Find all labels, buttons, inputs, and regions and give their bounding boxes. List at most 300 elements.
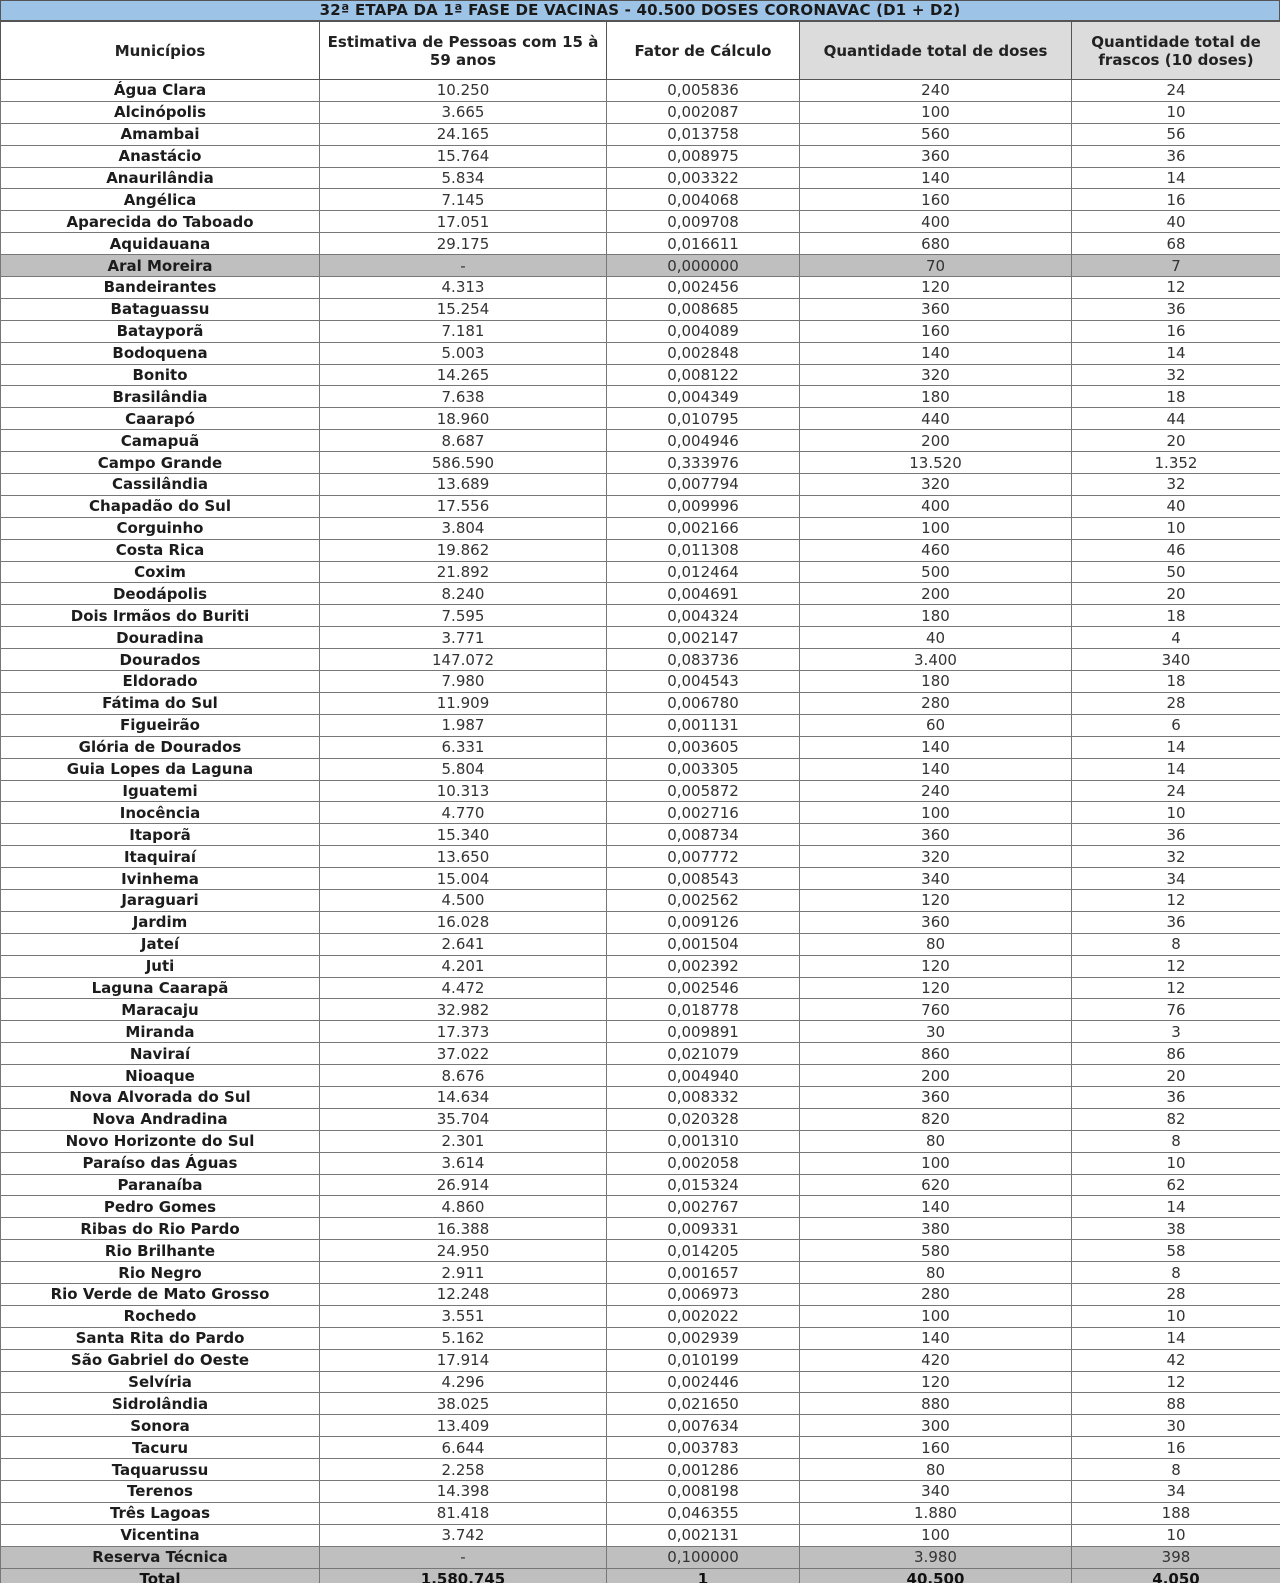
cell-estimativa: 12.248 (320, 1283, 607, 1305)
cell-fator: 0,004324 (607, 605, 800, 627)
cell-estimativa: 4.860 (320, 1196, 607, 1218)
cell-estimativa: 17.373 (320, 1021, 607, 1043)
cell-doses: 420 (800, 1349, 1072, 1371)
cell-estimativa: 3.551 (320, 1305, 607, 1327)
cell-estimativa: 13.409 (320, 1415, 607, 1437)
cell-doses: 1.880 (800, 1502, 1072, 1524)
cell-fator: 0,001286 (607, 1459, 800, 1481)
cell-doses: 300 (800, 1415, 1072, 1437)
cell-doses: 200 (800, 430, 1072, 452)
cell-frascos: 18 (1072, 386, 1280, 408)
cell-doses: 340 (800, 1481, 1072, 1503)
cell-municipio: Deodápolis (1, 583, 320, 605)
cell-fator: 0,008685 (607, 298, 800, 320)
cell-estimativa: 7.595 (320, 605, 607, 627)
table-row (1, 758, 1280, 780)
total-cell-fator: 1 (607, 1568, 800, 1583)
cell-municipio: Campo Grande (1, 452, 320, 474)
cell-frascos: 36 (1072, 298, 1280, 320)
cell-estimativa: 586.590 (320, 452, 607, 474)
table-row (1, 1174, 1280, 1196)
header-frascos: Quantidade total de frascos (10 doses) (1072, 22, 1280, 80)
cell-estimativa: 1.987 (320, 714, 607, 736)
cell-frascos: 62 (1072, 1174, 1280, 1196)
cell-municipio: Amambai (1, 123, 320, 145)
cell-doses: 360 (800, 824, 1072, 846)
table-row (1, 824, 1280, 846)
cell-doses: 880 (800, 1393, 1072, 1415)
cell-fator: 0,013758 (607, 123, 800, 145)
table-row (1, 911, 1280, 933)
cell-municipio: Rio Negro (1, 1262, 320, 1284)
cell-fator: 0,002562 (607, 889, 800, 911)
cell-estimativa: 8.240 (320, 583, 607, 605)
cell-frascos: 18 (1072, 605, 1280, 627)
cell-frascos: 34 (1072, 868, 1280, 890)
table-row (1, 233, 1280, 255)
cell-fator: 0,004349 (607, 386, 800, 408)
cell-doses: 760 (800, 999, 1072, 1021)
cell-municipio: Ivinhema (1, 868, 320, 890)
cell-frascos: 16 (1072, 189, 1280, 211)
table-row (1, 1481, 1280, 1503)
cell-fator: 0,002546 (607, 977, 800, 999)
cell-doses: 360 (800, 911, 1072, 933)
cell-municipio: Brasilândia (1, 386, 320, 408)
cell-fator: 0,333976 (607, 452, 800, 474)
cell-estimativa: 21.892 (320, 561, 607, 583)
cell-doses: 30 (800, 1021, 1072, 1043)
cell-frascos: 20 (1072, 583, 1280, 605)
cell-frascos: 12 (1072, 977, 1280, 999)
cell-doses: 80 (800, 1130, 1072, 1152)
cell-doses: 120 (800, 277, 1072, 299)
cell-estimativa: 2.301 (320, 1130, 607, 1152)
cell-frascos: 14 (1072, 167, 1280, 189)
cell-doses: 140 (800, 1327, 1072, 1349)
cell-doses: 360 (800, 1086, 1072, 1108)
table-row (1, 1437, 1280, 1459)
table-row (1, 517, 1280, 539)
cell-fator: 0,002939 (607, 1327, 800, 1349)
table-row (1, 1459, 1280, 1481)
cell-municipio: Itaquiraí (1, 846, 320, 868)
cell-doses: 140 (800, 1196, 1072, 1218)
table-row (1, 101, 1280, 123)
cell-municipio: Dois Irmãos do Buriti (1, 605, 320, 627)
cell-doses: 120 (800, 889, 1072, 911)
cell-fator: 0,002446 (607, 1371, 800, 1393)
cell-municipio: Bataguassu (1, 298, 320, 320)
cell-doses: 3.980 (800, 1546, 1072, 1568)
cell-doses: 120 (800, 1371, 1072, 1393)
cell-estimativa: 7.145 (320, 189, 607, 211)
cell-estimativa: 24.165 (320, 123, 607, 145)
cell-estimativa: 3.614 (320, 1152, 607, 1174)
cell-fator: 0,001310 (607, 1130, 800, 1152)
cell-frascos: 40 (1072, 495, 1280, 517)
cell-frascos: 6 (1072, 714, 1280, 736)
total-cell-frascos: 4.050 (1072, 1568, 1280, 1583)
cell-frascos: 7 (1072, 255, 1280, 277)
cell-frascos: 88 (1072, 1393, 1280, 1415)
cell-frascos: 42 (1072, 1349, 1280, 1371)
cell-municipio: Figueirão (1, 714, 320, 736)
cell-doses: 80 (800, 1262, 1072, 1284)
cell-municipio: Vicentina (1, 1524, 320, 1546)
cell-doses: 580 (800, 1240, 1072, 1262)
cell-fator: 0,083736 (607, 649, 800, 671)
cell-frascos: 20 (1072, 430, 1280, 452)
cell-municipio: Terenos (1, 1481, 320, 1503)
cell-fator: 0,002022 (607, 1305, 800, 1327)
cell-fator: 0,002456 (607, 277, 800, 299)
cell-doses: 100 (800, 802, 1072, 824)
cell-frascos: 398 (1072, 1546, 1280, 1568)
cell-frascos: 10 (1072, 1305, 1280, 1327)
table-row (1, 430, 1280, 452)
cell-doses: 100 (800, 517, 1072, 539)
cell-municipio: Maracaju (1, 999, 320, 1021)
cell-fator: 0,009891 (607, 1021, 800, 1043)
table-row (1, 298, 1280, 320)
cell-fator: 0,009708 (607, 211, 800, 233)
cell-estimativa: 5.162 (320, 1327, 607, 1349)
table-row (1, 495, 1280, 517)
cell-frascos: 14 (1072, 1196, 1280, 1218)
table-row (1, 561, 1280, 583)
cell-frascos: 68 (1072, 233, 1280, 255)
table-row (1, 1524, 1280, 1546)
table-row (1, 123, 1280, 145)
cell-estimativa: 15.254 (320, 298, 607, 320)
cell-frascos: 10 (1072, 1524, 1280, 1546)
table-row (1, 255, 1280, 277)
cell-municipio: Bandeirantes (1, 277, 320, 299)
cell-municipio: Eldorado (1, 671, 320, 693)
cell-fator: 0,100000 (607, 1546, 800, 1568)
cell-estimativa: 13.650 (320, 846, 607, 868)
cell-fator: 0,002767 (607, 1196, 800, 1218)
header-municipios: Municípios (1, 22, 320, 80)
table-row (1, 1305, 1280, 1327)
cell-frascos: 38 (1072, 1218, 1280, 1240)
cell-fator: 0,005872 (607, 780, 800, 802)
cell-estimativa: 17.051 (320, 211, 607, 233)
table-row (1, 1349, 1280, 1371)
cell-frascos: 16 (1072, 320, 1280, 342)
cell-fator: 0,008122 (607, 364, 800, 386)
cell-doses: 100 (800, 1524, 1072, 1546)
cell-municipio: Paraíso das Águas (1, 1152, 320, 1174)
cell-estimativa: 11.909 (320, 692, 607, 714)
cell-estimativa: 3.804 (320, 517, 607, 539)
cell-doses: 500 (800, 561, 1072, 583)
cell-doses: 860 (800, 1043, 1072, 1065)
cell-estimativa: 24.950 (320, 1240, 607, 1262)
cell-doses: 180 (800, 605, 1072, 627)
cell-doses: 680 (800, 233, 1072, 255)
cell-fator: 0,001657 (607, 1262, 800, 1284)
cell-fator: 0,009996 (607, 495, 800, 517)
table-row (1, 671, 1280, 693)
cell-frascos: 16 (1072, 1437, 1280, 1459)
cell-municipio: Aquidauana (1, 233, 320, 255)
cell-doses: 820 (800, 1108, 1072, 1130)
table-row (1, 955, 1280, 977)
cell-frascos: 12 (1072, 889, 1280, 911)
total-cell-estimativa: 1.580.745 (320, 1568, 607, 1583)
cell-doses: 3.400 (800, 649, 1072, 671)
table-row (1, 1043, 1280, 1065)
cell-doses: 320 (800, 364, 1072, 386)
table-row (1, 1240, 1280, 1262)
cell-frascos: 36 (1072, 824, 1280, 846)
cell-fator: 0,021079 (607, 1043, 800, 1065)
header-estimativa: Estimativa de Pessoas com 15 à 59 anos (320, 22, 607, 80)
cell-frascos: 24 (1072, 80, 1280, 102)
cell-doses: 320 (800, 474, 1072, 496)
table-row (1, 1021, 1280, 1043)
cell-estimativa: - (320, 255, 607, 277)
cell-municipio: Fátima do Sul (1, 692, 320, 714)
table-row (1, 342, 1280, 364)
cell-frascos: 340 (1072, 649, 1280, 671)
cell-fator: 0,004089 (607, 320, 800, 342)
cell-doses: 280 (800, 692, 1072, 714)
cell-doses: 13.520 (800, 452, 1072, 474)
cell-estimativa: 15.764 (320, 145, 607, 167)
cell-frascos: 14 (1072, 1327, 1280, 1349)
cell-doses: 280 (800, 1283, 1072, 1305)
cell-estimativa: 7.638 (320, 386, 607, 408)
cell-municipio: Corguinho (1, 517, 320, 539)
cell-municipio: Tacuru (1, 1437, 320, 1459)
cell-estimativa: 5.804 (320, 758, 607, 780)
cell-frascos: 12 (1072, 277, 1280, 299)
cell-estimativa: 6.331 (320, 736, 607, 758)
cell-frascos: 28 (1072, 1283, 1280, 1305)
cell-fator: 0,011308 (607, 539, 800, 561)
cell-frascos: 14 (1072, 736, 1280, 758)
cell-doses: 320 (800, 846, 1072, 868)
cell-municipio: Anastácio (1, 145, 320, 167)
cell-fator: 0,010199 (607, 1349, 800, 1371)
cell-doses: 60 (800, 714, 1072, 736)
cell-fator: 0,002848 (607, 342, 800, 364)
table-row (1, 933, 1280, 955)
table-row (1, 189, 1280, 211)
cell-doses: 440 (800, 408, 1072, 430)
cell-municipio: Jateí (1, 933, 320, 955)
cell-fator: 0,010795 (607, 408, 800, 430)
cell-estimativa: 81.418 (320, 1502, 607, 1524)
cell-fator: 0,004068 (607, 189, 800, 211)
cell-estimativa: 4.472 (320, 977, 607, 999)
cell-fator: 0,000000 (607, 255, 800, 277)
cell-municipio: Ribas do Rio Pardo (1, 1218, 320, 1240)
header-fator: Fator de Cálculo (607, 22, 800, 80)
cell-frascos: 32 (1072, 474, 1280, 496)
cell-fator: 0,009126 (607, 911, 800, 933)
table-row (1, 1196, 1280, 1218)
table-row (1, 649, 1280, 671)
cell-estimativa: 4.296 (320, 1371, 607, 1393)
cell-frascos: 56 (1072, 123, 1280, 145)
table-row (1, 1152, 1280, 1174)
cell-municipio: Coxim (1, 561, 320, 583)
cell-frascos: 36 (1072, 1086, 1280, 1108)
cell-municipio: Sidrolândia (1, 1393, 320, 1415)
cell-fator: 0,004940 (607, 1065, 800, 1087)
cell-doses: 360 (800, 298, 1072, 320)
cell-doses: 80 (800, 933, 1072, 955)
table-row (1, 999, 1280, 1021)
cell-doses: 200 (800, 583, 1072, 605)
cell-fator: 0,002392 (607, 955, 800, 977)
cell-fator: 0,002058 (607, 1152, 800, 1174)
cell-fator: 0,003783 (607, 1437, 800, 1459)
cell-estimativa: 17.914 (320, 1349, 607, 1371)
table-row (1, 583, 1280, 605)
cell-estimativa: 147.072 (320, 649, 607, 671)
cell-frascos: 44 (1072, 408, 1280, 430)
cell-fator: 0,012464 (607, 561, 800, 583)
cell-frascos: 8 (1072, 1262, 1280, 1284)
table-row (1, 692, 1280, 714)
table-row (1, 846, 1280, 868)
table-row (1, 1546, 1280, 1568)
table-row (1, 889, 1280, 911)
cell-municipio: Bodoquena (1, 342, 320, 364)
table-row (1, 1327, 1280, 1349)
table-row (1, 1415, 1280, 1437)
cell-municipio: Caarapó (1, 408, 320, 430)
cell-frascos: 10 (1072, 101, 1280, 123)
cell-doses: 180 (800, 671, 1072, 693)
cell-fator: 0,006973 (607, 1283, 800, 1305)
cell-municipio: Inocência (1, 802, 320, 824)
table-row (1, 1086, 1280, 1108)
cell-frascos: 10 (1072, 1152, 1280, 1174)
table-row (1, 1371, 1280, 1393)
cell-municipio: Cassilândia (1, 474, 320, 496)
cell-doses: 240 (800, 780, 1072, 802)
cell-doses: 120 (800, 955, 1072, 977)
cell-municipio: Santa Rita do Pardo (1, 1327, 320, 1349)
table-row (1, 1065, 1280, 1087)
total-cell-doses: 40.500 (800, 1568, 1072, 1583)
table-row (1, 977, 1280, 999)
cell-estimativa: 10.250 (320, 80, 607, 102)
cell-doses: 40 (800, 627, 1072, 649)
cell-estimativa: 18.960 (320, 408, 607, 430)
cell-frascos: 10 (1072, 802, 1280, 824)
table-row (1, 1393, 1280, 1415)
cell-doses: 560 (800, 123, 1072, 145)
cell-municipio: Costa Rica (1, 539, 320, 561)
cell-frascos: 46 (1072, 539, 1280, 561)
cell-municipio: Sonora (1, 1415, 320, 1437)
cell-fator: 0,001131 (607, 714, 800, 736)
cell-municipio: Pedro Gomes (1, 1196, 320, 1218)
cell-frascos: 4 (1072, 627, 1280, 649)
cell-municipio: Glória de Dourados (1, 736, 320, 758)
cell-frascos: 18 (1072, 671, 1280, 693)
cell-frascos: 86 (1072, 1043, 1280, 1065)
cell-estimativa: 26.914 (320, 1174, 607, 1196)
header-row (1, 22, 1280, 80)
total-cell-municipio: Total (1, 1568, 320, 1583)
cell-frascos: 12 (1072, 1371, 1280, 1393)
cell-municipio: Rochedo (1, 1305, 320, 1327)
cell-fator: 0,008332 (607, 1086, 800, 1108)
cell-doses: 160 (800, 189, 1072, 211)
cell-doses: 100 (800, 1305, 1072, 1327)
cell-doses: 340 (800, 868, 1072, 890)
table-row (1, 364, 1280, 386)
cell-municipio: Três Lagoas (1, 1502, 320, 1524)
table-row (1, 474, 1280, 496)
cell-fator: 0,002166 (607, 517, 800, 539)
cell-estimativa: 4.313 (320, 277, 607, 299)
cell-municipio: Reserva Técnica (1, 1546, 320, 1568)
cell-fator: 0,014205 (607, 1240, 800, 1262)
table-row (1, 145, 1280, 167)
total-row (1, 1568, 1280, 1583)
cell-fator: 0,002716 (607, 802, 800, 824)
cell-fator: 0,046355 (607, 1502, 800, 1524)
table-row (1, 868, 1280, 890)
cell-estimativa: 5.003 (320, 342, 607, 364)
table-title: 32ª ETAPA DA 1ª FASE DE VACINAS - 40.500 DOSES CORONAVAC (D1 + D2) (0, 0, 1280, 21)
cell-municipio: Guia Lopes da Laguna (1, 758, 320, 780)
cell-estimativa: 16.388 (320, 1218, 607, 1240)
cell-fator: 0,015324 (607, 1174, 800, 1196)
cell-frascos: 40 (1072, 211, 1280, 233)
cell-municipio: Aparecida do Taboado (1, 211, 320, 233)
cell-fator: 0,005836 (607, 80, 800, 102)
cell-fator: 0,008198 (607, 1481, 800, 1503)
cell-doses: 620 (800, 1174, 1072, 1196)
cell-doses: 70 (800, 255, 1072, 277)
table-row (1, 452, 1280, 474)
cell-doses: 140 (800, 736, 1072, 758)
cell-estimativa: 13.689 (320, 474, 607, 496)
cell-estimativa: 19.862 (320, 539, 607, 561)
cell-frascos: 28 (1072, 692, 1280, 714)
cell-estimativa: 8.687 (320, 430, 607, 452)
cell-municipio: Selvíria (1, 1371, 320, 1393)
vaccine-distribution-table (0, 21, 1280, 1583)
cell-municipio: Jaraguari (1, 889, 320, 911)
cell-estimativa: 2.641 (320, 933, 607, 955)
cell-municipio: Taquarussu (1, 1459, 320, 1481)
table-row (1, 277, 1280, 299)
cell-municipio: Douradina (1, 627, 320, 649)
table-row (1, 1108, 1280, 1130)
cell-frascos: 8 (1072, 933, 1280, 955)
cell-municipio: Paranaíba (1, 1174, 320, 1196)
cell-doses: 400 (800, 211, 1072, 233)
cell-municipio: Nova Alvorada do Sul (1, 1086, 320, 1108)
table-row (1, 408, 1280, 430)
cell-estimativa: 8.676 (320, 1065, 607, 1087)
table-row (1, 736, 1280, 758)
cell-estimativa: 15.004 (320, 868, 607, 890)
cell-fator: 0,004946 (607, 430, 800, 452)
cell-fator: 0,003322 (607, 167, 800, 189)
